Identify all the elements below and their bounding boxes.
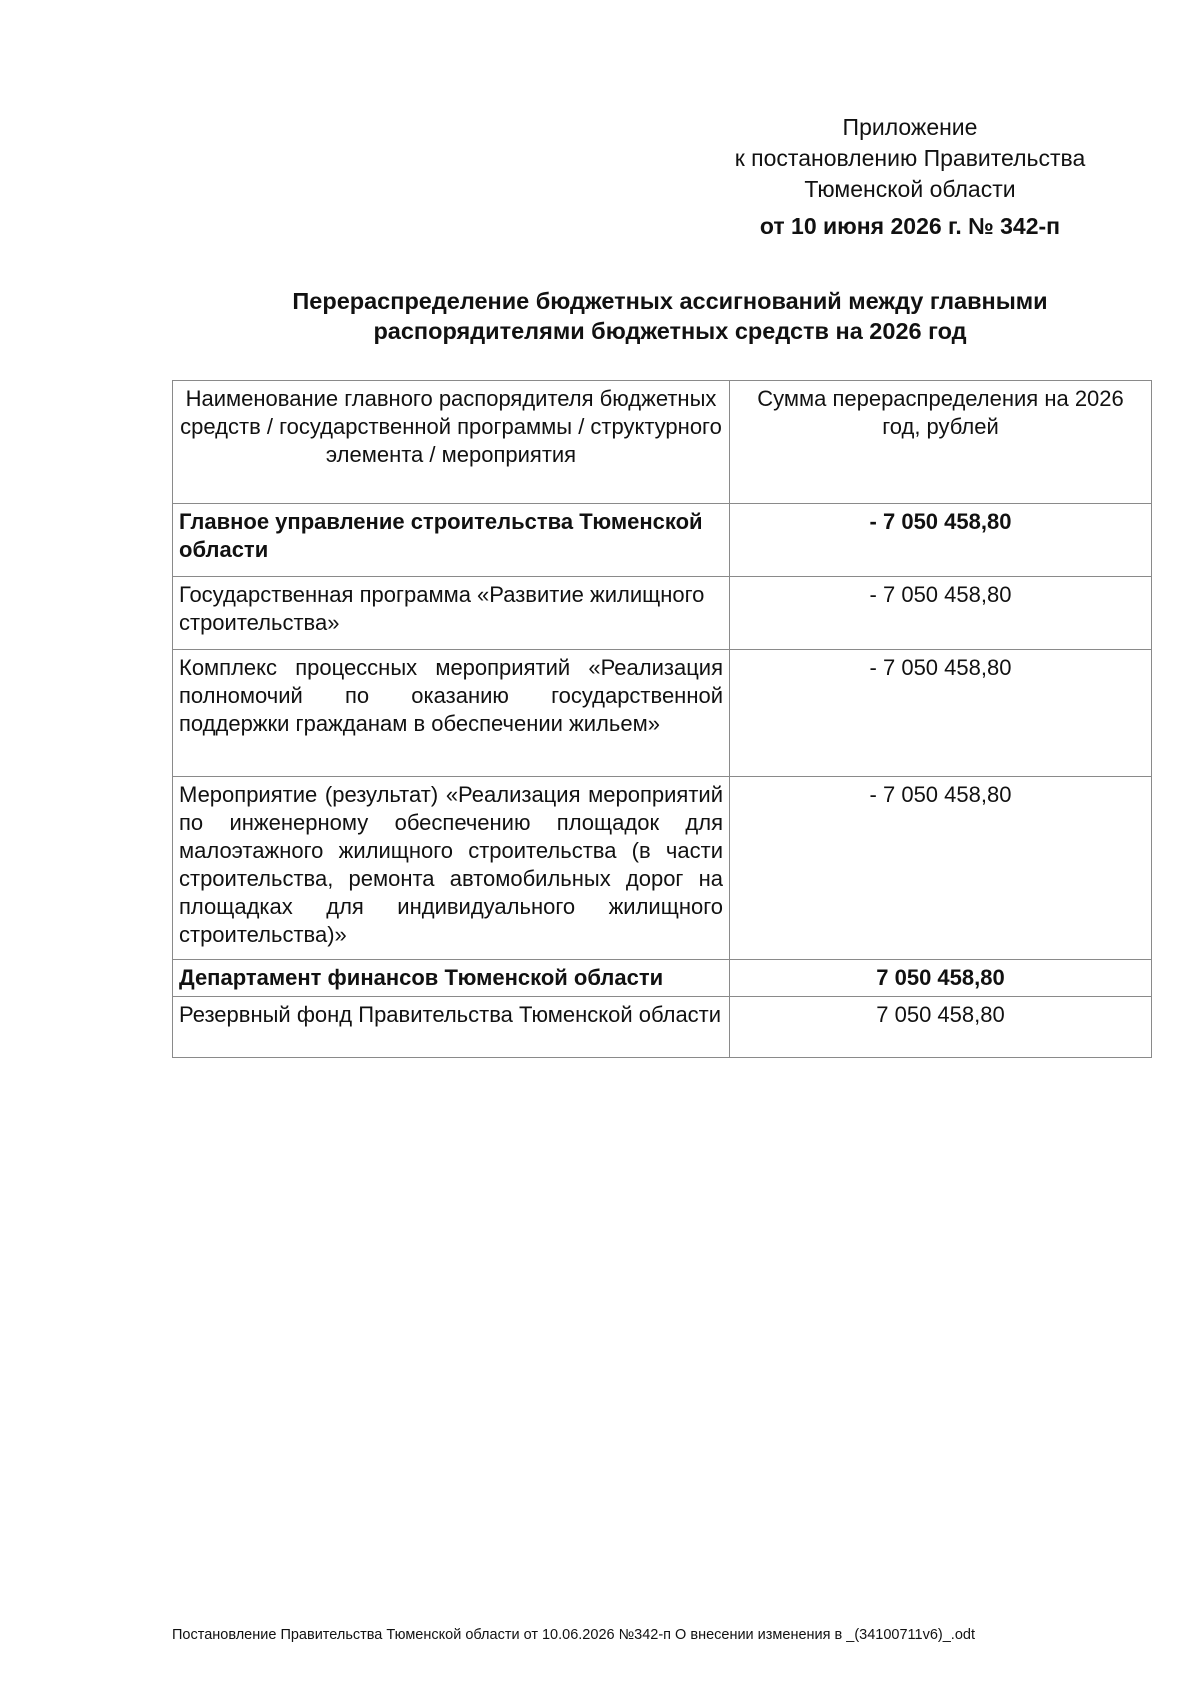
document-title-line-1: Перераспределение бюджетных ассигнований между главными — [292, 288, 1048, 314]
table-row — [173, 650, 1152, 777]
row-name-cell: Резервный фонд Правительства Тюменской области — [173, 997, 730, 1058]
row-name-cell: Мероприятие (результат) «Реализация мероприятий по инженерному обеспечению площадок для малоэтажного жилищного строительства (в части строительства, ремонта автомобильных дорог на площадках для индивидуального жилищного строительства)» — [173, 777, 730, 960]
appendix-ref-line: к постановлению Правительства — [734, 145, 1086, 171]
table-header-row — [173, 381, 1152, 504]
appendix-date-number: от 10 июня 2026 г. № 342-п — [759, 213, 1061, 239]
row-sum-cell: - 7 050 458,80 — [730, 577, 1152, 650]
document-footer: Постановление Правительства Тюменской области от 10.06.2026 №342-п О внесении изменения в _(34100711v6)_.odt — [172, 1627, 975, 1643]
row-sum-cell: - 7 050 458,80 — [730, 777, 1152, 960]
row-sum-cell: - 7 050 458,80 — [730, 650, 1152, 777]
row-sum-cell: 7 050 458,80 — [730, 960, 1152, 997]
row-name-cell: Департамент финансов Тюменской области — [173, 960, 730, 997]
table-row — [173, 997, 1152, 1058]
document-title — [170, 286, 1170, 346]
table-row — [173, 577, 1152, 650]
appendix-label: Приложение — [842, 114, 978, 140]
column-header-sum: Сумма перераспределения на 2026 год, рублей — [730, 381, 1152, 504]
row-name-cell: Главное управление строительства Тюменской области — [173, 504, 730, 577]
document-header — [680, 112, 1140, 242]
table-row — [173, 777, 1152, 960]
table-row — [173, 504, 1152, 577]
row-name-cell: Государственная программа «Развитие жилищного строительства» — [173, 577, 730, 650]
document-title-line-2: распорядителями бюджетных средств на 2026 год — [373, 318, 967, 344]
redistribution-table — [172, 380, 1152, 1058]
row-name-cell: Комплекс процессных мероприятий «Реализация полномочий по оказанию государственной поддержки гражданам в обеспечении жильем» — [173, 650, 730, 777]
appendix-region-line: Тюменской области — [804, 176, 1016, 202]
row-sum-cell: 7 050 458,80 — [730, 997, 1152, 1058]
column-header-name: Наименование главного распорядителя бюджетных средств / государственной программы / структурного элемента / мероприятия — [173, 381, 730, 504]
row-sum-cell: - 7 050 458,80 — [730, 504, 1152, 577]
table-row — [173, 960, 1152, 997]
